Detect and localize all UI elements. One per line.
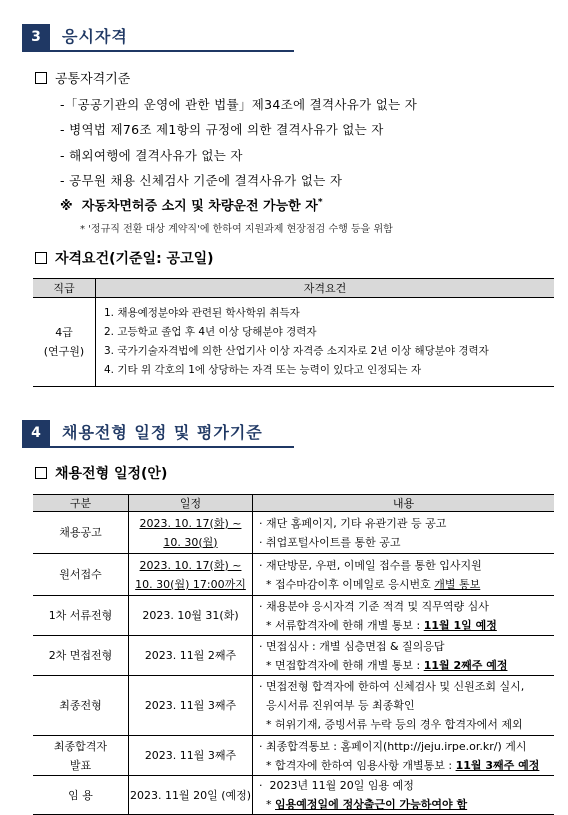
content-text: · 채용분야 응시자격 기준 적격 및 직무역량 심사 [259, 599, 489, 613]
stage-label: 발표 [69, 758, 92, 772]
date-cell [129, 776, 253, 815]
section-3-header [22, 24, 294, 52]
content-emphasis: 11월 2째주 예정 [423, 658, 508, 672]
table-header: 직급 [33, 279, 96, 298]
stage-cell [33, 776, 129, 815]
content-text: · 2023년 11월 20일 임용 예정 [259, 779, 414, 792]
table-header: 내용 [253, 495, 555, 512]
checkbox-square-icon [35, 72, 47, 84]
section-4-title: 채용전형 일정 및 평가기준 [62, 423, 263, 442]
content-cell [253, 596, 555, 636]
content-emphasis: 11월 3째주 예정 [455, 758, 540, 772]
stage-label: 최종합격자 [53, 739, 108, 753]
content-text: · 면접심사 : 개별 심층면접 & 질의응답 [259, 639, 445, 653]
qualification-heading [35, 248, 214, 268]
content-cell [253, 776, 555, 815]
requirement-item: 1. 채용예정분야와 관련된 학사학위 취득자 [104, 307, 300, 319]
stage-cell [33, 596, 129, 636]
stage-label: 임 용 [68, 788, 93, 802]
content-line [259, 556, 554, 575]
content-text: * 접수마감이후 이메일로 응시번호 [259, 577, 435, 591]
date-text: 10. 30(월) [163, 535, 218, 549]
stage-cell [33, 512, 129, 554]
content-line [259, 715, 554, 734]
date-text: 2023. 10. 17(화) ~ [139, 516, 242, 530]
content-line [259, 795, 554, 814]
content-emphasis: 11월 1일 예정 [423, 618, 497, 632]
date-cell [129, 512, 253, 554]
content-text: · 면접전형 합격자에 한하여 신체검사 및 신원조회 실시, [259, 680, 525, 693]
content-text: · 재단 홈페이지, 기타 유관기관 등 공고 [259, 516, 447, 530]
qualification-heading-text: 자격요건(기준일: 공고일) [55, 251, 214, 267]
common-qualification-heading-text: 공통자격기준 [55, 72, 131, 87]
license-note-text: 자동차면허증 소지 및 차량운전 가능한 자 [81, 199, 318, 214]
content-emphasis: 임용예정일에 정상출근이 가능하여야 함 [275, 798, 468, 811]
requirement-item: 4. 기타 위 각호의 1에 상당하는 자격 또는 능력이 있다고 인정되는 자 [104, 364, 422, 376]
date-text: 10. 30(월) 17:00까지 [135, 577, 246, 591]
grade-line: 4급 [55, 326, 73, 339]
date-cell [129, 736, 253, 776]
section-3-number: 3 [22, 24, 50, 50]
license-note [60, 195, 323, 214]
content-text: · 취업포털사이트를 통한 공고 [259, 535, 401, 549]
license-sub-note: * '정규직 전환 대상 계약직'에 한하여 지원과제 현장점검 수행 등을 위함 [80, 224, 393, 235]
common-item: - 병역법 제76조 제1항의 규정에 의한 결격사유가 없는 자 [60, 122, 384, 137]
table-header: 구분 [33, 495, 129, 512]
table-row [33, 676, 554, 736]
section-4-number: 4 [22, 420, 50, 446]
table-header-row [33, 279, 554, 298]
content-line [259, 637, 554, 656]
date-cell [129, 636, 253, 676]
date-text: 2023. 11월 2째주 [144, 649, 237, 662]
grade-cell [33, 298, 96, 387]
section-3-title: 응시자격 [62, 27, 128, 46]
requirement-item: 2. 고등학교 졸업 후 4년 이상 당해분야 경력자 [104, 326, 317, 338]
content-text: * 서류합격자에 한해 개별 통보 : [259, 618, 424, 632]
table-row [33, 298, 554, 387]
requirement-item: 3. 국가기술자격법에 의한 산업기사 이상 자격증 소지자로 2년 이상 해당분야 경력자 [104, 345, 489, 357]
schedule-table [33, 494, 554, 815]
content-cell [253, 736, 555, 776]
content-text: · 최종합격통보 : 홈페이지(http://jeju.irpe.or.kr/) 게시 [259, 739, 527, 753]
schedule-heading [35, 463, 167, 483]
content-cell [253, 636, 555, 676]
requirements-cell [96, 298, 555, 387]
checkbox-square-icon [35, 467, 47, 479]
date-cell [129, 596, 253, 636]
content-text: * 면접합격자에 한해 개별 통보 : [259, 658, 424, 672]
stage-label: 원서접수 [59, 568, 102, 581]
table-row [33, 596, 554, 636]
date-text: 2023. 11월 3째주 [144, 749, 237, 762]
table-header: 일정 [129, 495, 253, 512]
date-text: 2023. 10. 17(화) ~ [139, 558, 242, 572]
license-note-sup: * [317, 197, 323, 208]
date-cell [129, 676, 253, 736]
date-cell [129, 554, 253, 596]
content-line [259, 656, 554, 675]
content-emphasis: 개별 통보 [434, 577, 481, 591]
stage-cell [33, 636, 129, 676]
stage-label: 1차 서류전형 [48, 609, 113, 622]
grade-line: (연구원) [43, 345, 85, 358]
content-line [259, 696, 554, 715]
stage-label: 최종전형 [59, 699, 102, 712]
table-row [33, 554, 554, 596]
common-item: - 해외여행에 결격사유가 없는 자 [60, 148, 243, 163]
content-line [259, 514, 554, 533]
stage-cell [33, 736, 129, 776]
content-cell [253, 512, 555, 554]
content-cell [253, 676, 555, 736]
qualification-table [33, 278, 554, 387]
content-text: * 합격자에 한하여 임용사항 개별통보 : [259, 758, 456, 772]
common-item: -「공공기관의 운영에 관한 법률」제34조에 결격사유가 없는 자 [60, 97, 418, 112]
content-line [259, 737, 554, 756]
table-row [33, 512, 554, 554]
note-mark: ※ [60, 199, 73, 214]
content-text: 응시서류 진위여부 등 최종확인 [259, 699, 415, 712]
stage-label: 2차 면접전형 [48, 649, 113, 662]
content-text: * [259, 798, 275, 811]
schedule-heading-text: 채용전형 일정(안) [55, 466, 168, 482]
date-text: 2023. 11월 3째주 [144, 699, 237, 712]
content-text: * 허위기재, 증빙서류 누락 등의 경우 합격자에서 제외 [259, 718, 523, 731]
table-row [33, 636, 554, 676]
content-line [259, 756, 554, 775]
content-line [259, 533, 554, 552]
table-header-row [33, 495, 554, 512]
stage-cell [33, 676, 129, 736]
table-header: 자격요건 [96, 279, 555, 298]
content-line [259, 575, 554, 594]
content-line [259, 776, 554, 795]
common-qualification-heading [35, 68, 130, 87]
date-text: 2023. 10월 31(화) [142, 609, 239, 622]
date-text: 2023. 11월 20일 (예정) [129, 788, 252, 802]
content-line [259, 597, 554, 616]
stage-cell [33, 554, 129, 596]
checkbox-square-icon [35, 252, 47, 264]
section-4-header [22, 420, 294, 448]
table-row [33, 736, 554, 776]
content-line [259, 677, 554, 696]
common-item: - 공무원 채용 신체검사 기준에 결격사유가 없는 자 [60, 173, 343, 188]
content-cell [253, 554, 555, 596]
content-text: · 재단방문, 우편, 이메일 접수를 통한 입사지원 [259, 558, 482, 572]
stage-label: 채용공고 [59, 526, 102, 539]
content-line [259, 616, 554, 635]
table-row [33, 776, 554, 815]
